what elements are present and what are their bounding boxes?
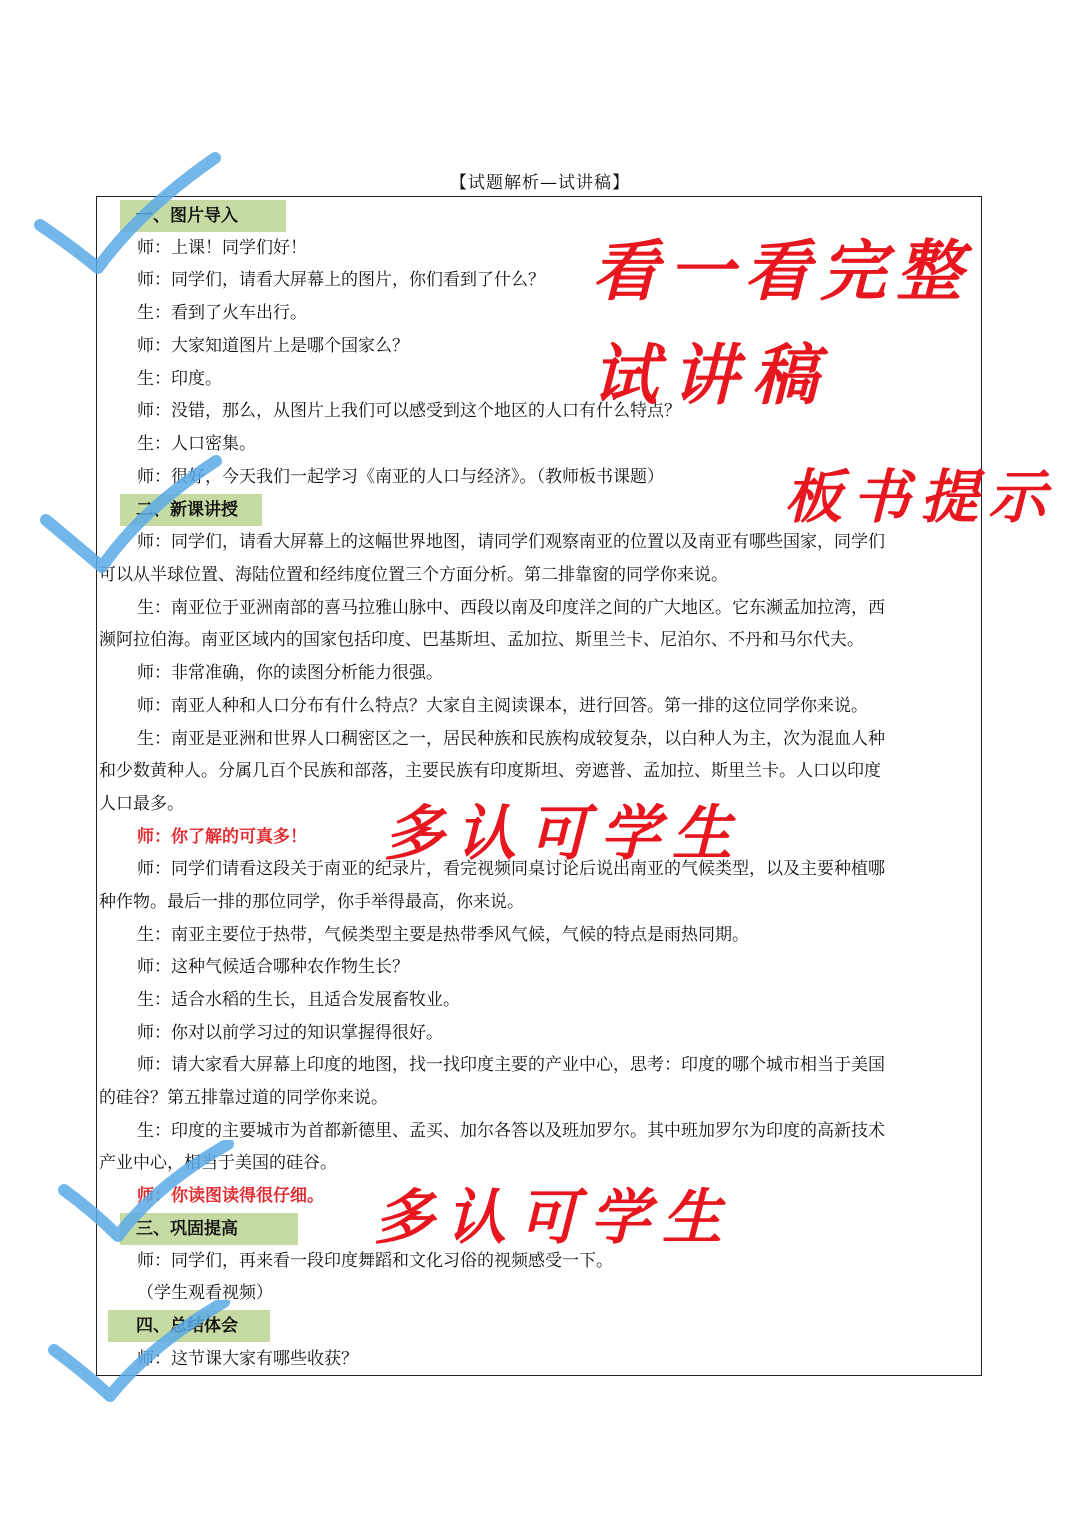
text-line: 师：同学们，请看大屏幕上的图片，你们看到了什么？ — [137, 270, 545, 290]
annotation-stamp: 试讲稿 — [592, 336, 832, 414]
text-line: 生：印度。 — [137, 369, 222, 389]
text-line: 生：人口密集。 — [137, 434, 256, 454]
text-line: 和少数黄种人。分属几百个民族和部落，主要民族有印度斯坦、旁遮普、孟加拉、斯里兰卡。人口以印度 — [99, 761, 881, 781]
text-line: 生：南亚是亚洲和世界人口稠密区之一，居民种族和民族构成较复杂，以白种人为主，次为混血人种 — [137, 729, 885, 749]
text-line: 产业中心，相当于美国的硅谷。 — [99, 1153, 337, 1173]
text-line: 生：南亚主要位于热带，气候类型主要是热带季风气候，气候的特点是雨热同期。 — [137, 925, 749, 945]
text-line: 师：很好，今天我们一起学习《南亚的人口与经济》。（教师板书课题） — [137, 467, 664, 487]
section-heading-4: 四、总结体会 — [108, 1310, 270, 1342]
checkmark-icon — [46, 1300, 246, 1440]
text-line: 生：看到了火车出行。 — [137, 303, 307, 323]
text-line: 濒阿拉伯海。南亚区域内的国家包括印度、巴基斯坦、孟加拉、斯里兰卡、尼泊尔、不丹和马尔代夫。 — [99, 630, 864, 650]
text-line: 师：这节课大家有哪些收获？ — [137, 1349, 358, 1369]
annotation-stamp: 多认可学生 — [384, 799, 744, 869]
text-line: 师：同学们请看这段关于南亚的纪录片，看完视频同桌讨论后说出南亚的气候类型，以及主要种植哪 — [137, 859, 885, 879]
text-line-highlight: 师：你读图读得很仔细。 — [137, 1186, 324, 1206]
text-line: 师：大家知道图片上是哪个国家么？ — [137, 336, 409, 356]
text-line: 师：非常准确，你的读图分析能力很强。 — [137, 663, 443, 683]
text-line: 师：同学们，请看大屏幕上的这幅世界地图，请同学们观察南亚的位置以及南亚有哪些国家，同学们 — [137, 532, 885, 552]
text-line: 师：这种气候适合哪种农作物生长？ — [137, 957, 409, 977]
text-line: 生：印度的主要城市为首都新德里、孟买、加尔各答以及班加罗尔。其中班加罗尔为印度的高新技术 — [137, 1121, 885, 1141]
checkmark-icon — [56, 1140, 256, 1280]
section-heading-2: 二、新课讲授 — [120, 494, 262, 526]
section-heading-3: 三、巩固提高 — [120, 1213, 298, 1245]
text-line: 师：同学们，再来看一段印度舞蹈和文化习俗的视频感受一下。 — [137, 1251, 613, 1271]
document-title: 【试题解析—试讲稿】 — [450, 173, 630, 193]
annotation-stamp: 板书提示 — [784, 463, 1057, 531]
annotation-stamp: 多认可学生 — [374, 1183, 734, 1253]
text-line: 人口最多。 — [99, 794, 184, 814]
checkmark-icon — [36, 455, 236, 595]
annotation-stamp: 看一看完整 — [592, 232, 972, 310]
text-line-highlight: 师：你了解的可真多！ — [137, 827, 307, 847]
text-line: 生：南亚位于亚洲南部的喜马拉雅山脉中、西段以南及印度洋之间的广大地区。它东濒孟加拉湾，西 — [137, 598, 885, 618]
text-line: 的硅谷？第五排靠过道的同学你来说。 — [99, 1088, 388, 1108]
text-line: 师：没错，那么，从图片上我们可以感受到这个地区的人口有什么特点？ — [137, 401, 681, 421]
text-line: 师：上课！同学们好！ — [137, 238, 307, 258]
checkmark-icon — [30, 150, 230, 290]
section-heading-1: 一、图片导入 — [120, 200, 286, 232]
text-line: 可以从半球位置、海陆位置和经纬度位置三个方面分析。第二排靠窗的同学你来说。 — [99, 565, 728, 585]
text-line: 师：南亚人种和人口分布有什么特点？大家自主阅读课本，进行回答。第一排的这位同学你来说。 — [137, 696, 868, 716]
text-line: （学生观看视频） — [137, 1283, 273, 1303]
text-line: 生：适合水稻的生长，且适合发展畜牧业。 — [137, 990, 460, 1010]
text-line: 师：你对以前学习过的知识掌握得很好。 — [137, 1023, 443, 1043]
text-line: 种作物。最后一排的那位同学，你手举得最高，你来说。 — [99, 892, 524, 912]
text-line: 师：请大家看大屏幕上印度的地图，找一找印度主要的产业中心，思考：印度的哪个城市相当于美国 — [137, 1055, 885, 1075]
